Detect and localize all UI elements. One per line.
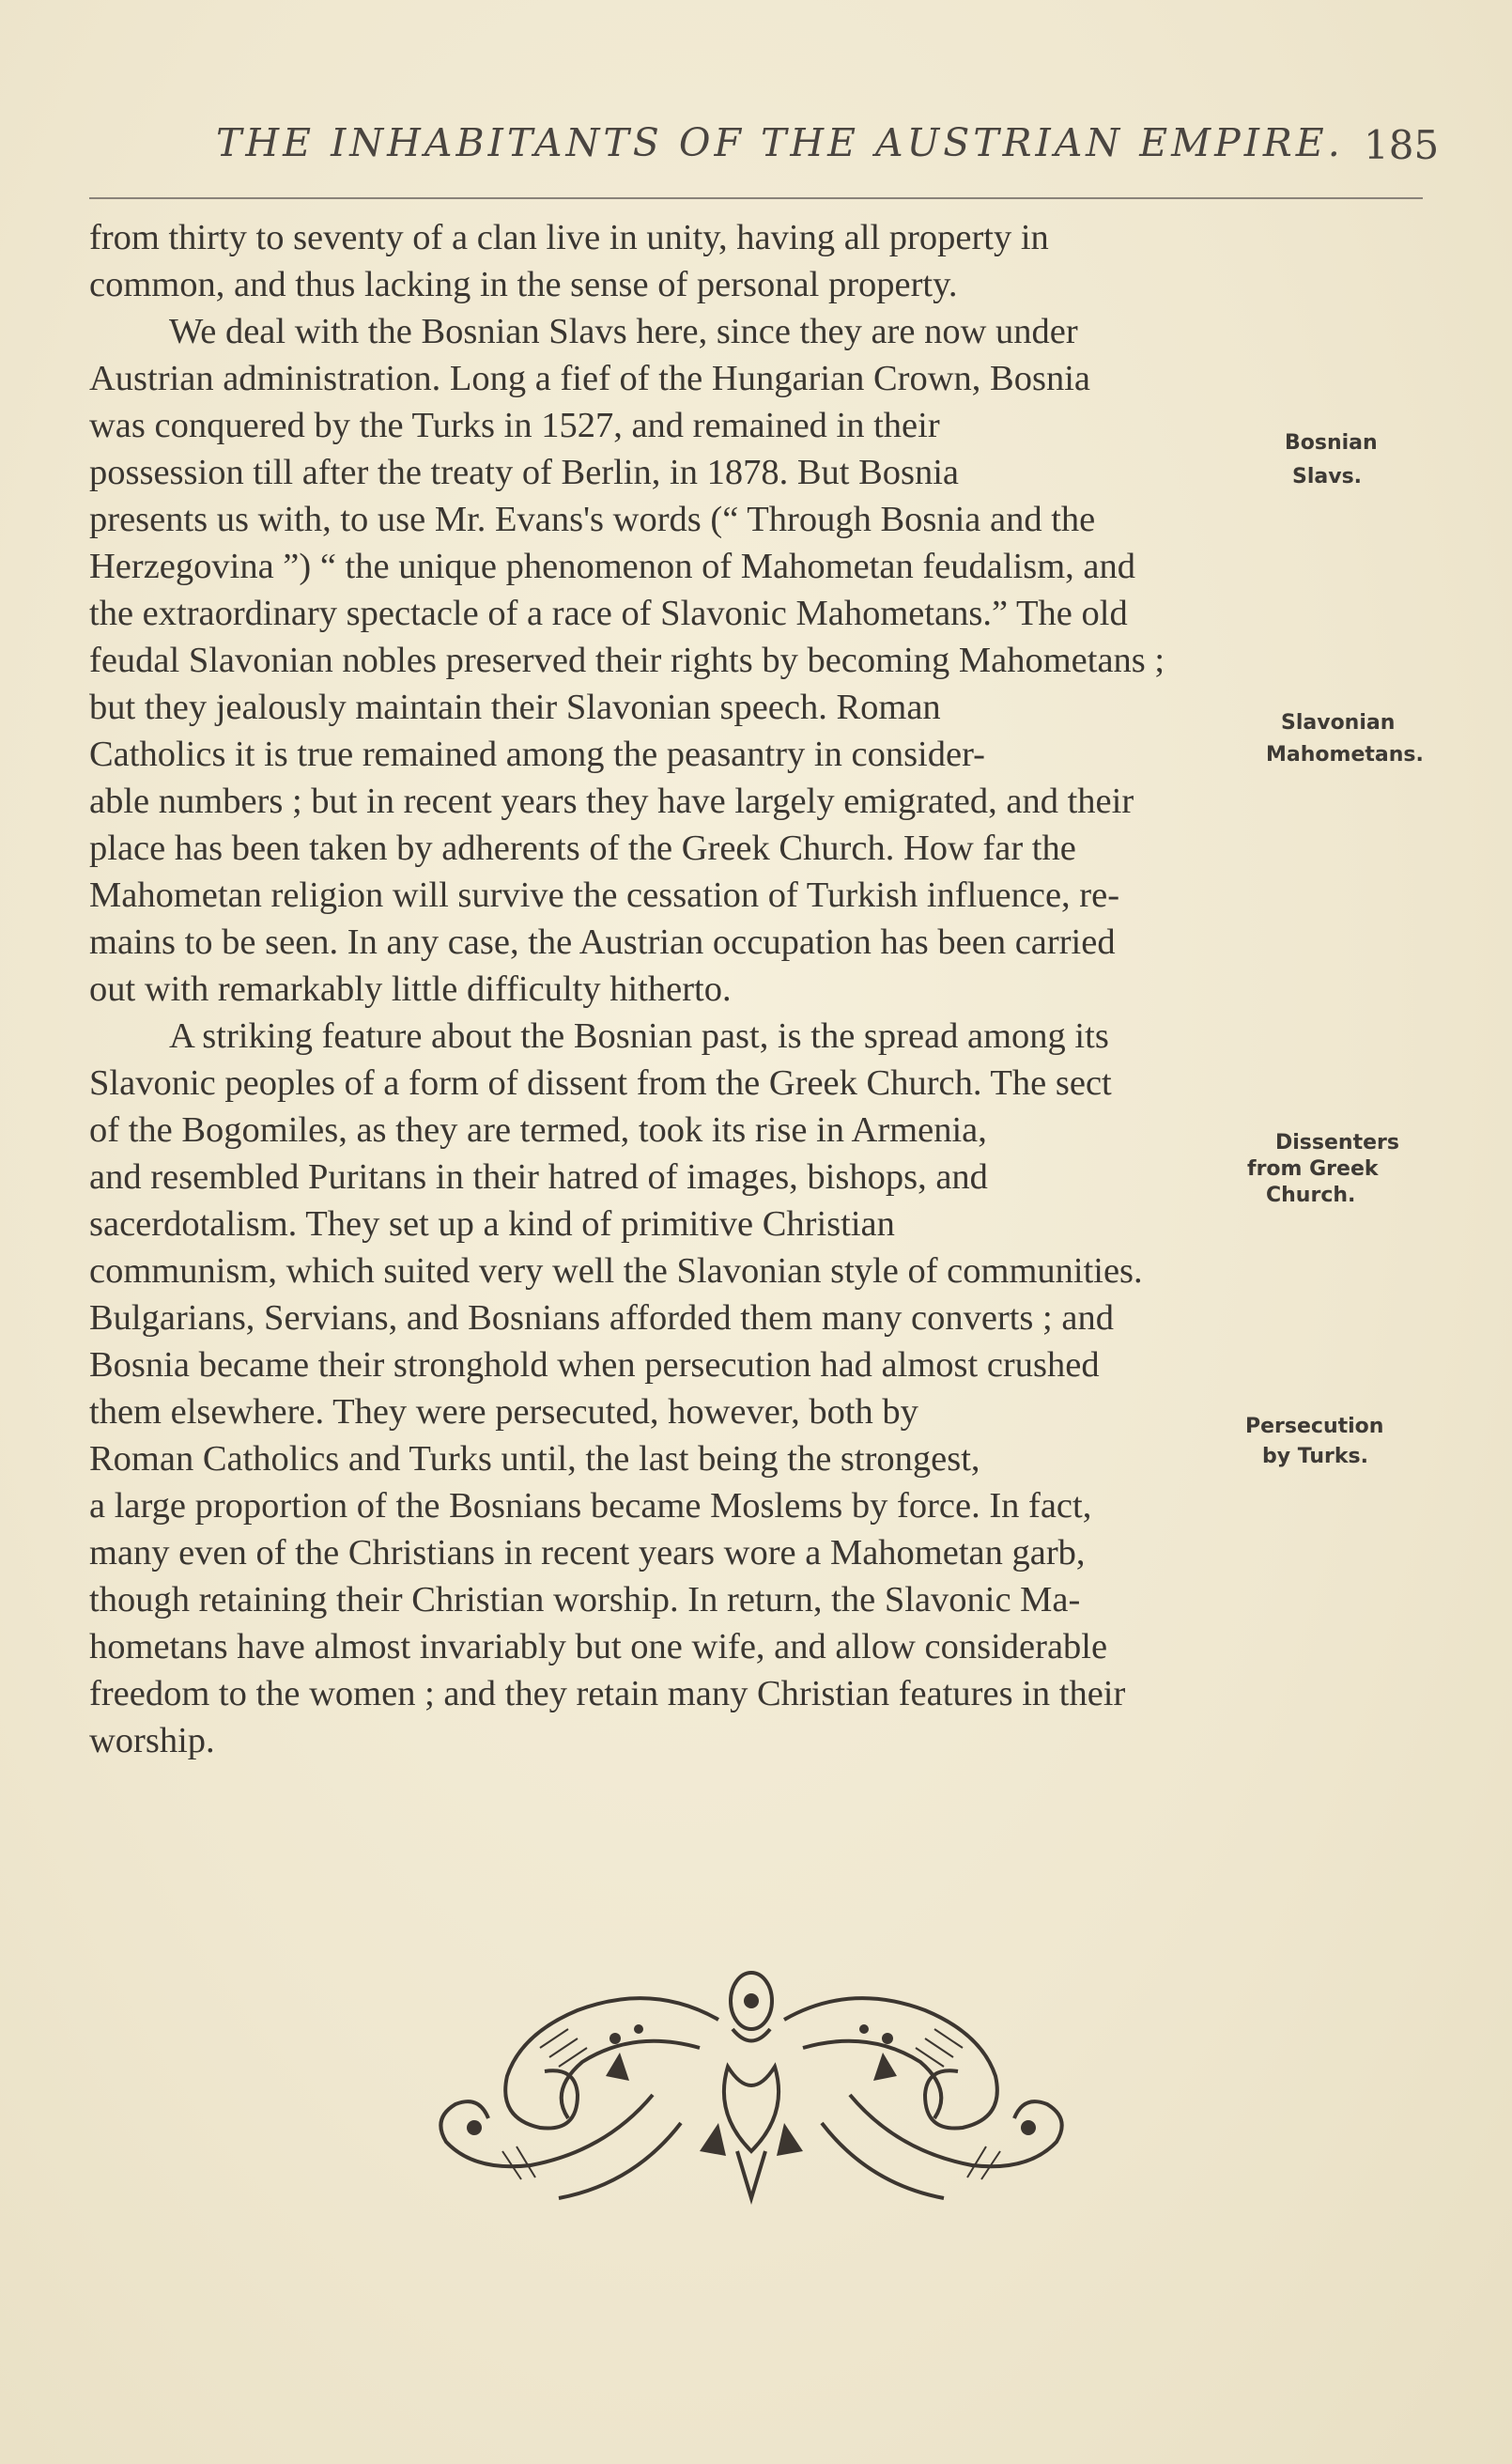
line-text: the extraordinary spectacle of a race of Slavonic Mahometans.” The old bbox=[89, 594, 1128, 633]
text-line bbox=[89, 1529, 1421, 1576]
text-line bbox=[89, 778, 1421, 825]
sidenote-dissenters bbox=[1247, 1130, 1399, 1209]
text-line bbox=[89, 308, 1421, 355]
text-line bbox=[89, 637, 1421, 684]
line-text: though retaining their Christian worship. In return, the Slavonic Ma- bbox=[89, 1580, 1081, 1619]
text-line bbox=[89, 1482, 1421, 1529]
page-number: 185 bbox=[1364, 122, 1440, 168]
line-text: of the Bogomiles, as they are termed, took its rise in Armenia, bbox=[89, 1110, 987, 1150]
text-line bbox=[89, 1623, 1421, 1670]
text-line bbox=[89, 872, 1421, 919]
text-line bbox=[89, 449, 1254, 496]
line-text: hometans have almost invariably but one wife, and allow considerable bbox=[89, 1627, 1108, 1666]
running-title: THE INHABITANTS OF THE AUSTRIAN EMPIRE. bbox=[216, 120, 1344, 165]
sidenote-line: Slavonian bbox=[1281, 711, 1396, 735]
text-line bbox=[89, 543, 1421, 590]
line-text: Bosnia became their stronghold when persecution had almost crushed bbox=[89, 1345, 1100, 1385]
line-text: sacerdotalism. They set up a kind of primitive Christian bbox=[89, 1204, 895, 1244]
text-line bbox=[89, 825, 1421, 872]
line-text: communism, which suited very well the Slavonian style of communities. bbox=[89, 1251, 1143, 1291]
header-rule bbox=[89, 197, 1423, 199]
line-text: feudal Slavonian nobles preserved their rights by becoming Mahometans ; bbox=[89, 641, 1165, 680]
text-line bbox=[89, 1247, 1421, 1294]
line-text: A striking feature about the Bosnian past, is the spread among its bbox=[169, 1016, 1109, 1056]
text-line bbox=[89, 731, 1254, 778]
sidenote-line: Slavs. bbox=[1292, 465, 1363, 488]
sidenote-line: Mahometans. bbox=[1266, 743, 1424, 767]
line-text: a large proportion of the Bosnians became Moslems by force. In fact, bbox=[89, 1486, 1092, 1526]
line-text: and resembled Puritans in their hatred of images, bishops, and bbox=[89, 1157, 988, 1197]
line-text: possession till after the treaty of Berlin, in 1878. But Bosnia bbox=[89, 453, 960, 492]
line-text: freedom to the women ; and they retain many Christian features in their bbox=[89, 1674, 1126, 1713]
line-text: them elsewhere. They were persecuted, however, both by bbox=[89, 1392, 918, 1432]
sidenote-line: by Turks. bbox=[1262, 1445, 1368, 1468]
text-line bbox=[89, 919, 1421, 966]
text-line bbox=[89, 1670, 1421, 1717]
sidenote-line: Dissenters bbox=[1275, 1131, 1399, 1155]
text-line bbox=[89, 1201, 1254, 1247]
line-text: able numbers ; but in recent years they have largely emigrated, and their bbox=[89, 782, 1134, 821]
text-line bbox=[89, 1013, 1421, 1060]
line-text: worship. bbox=[89, 1721, 215, 1760]
sidenote-persecution bbox=[1245, 1414, 1383, 1470]
line-text: many even of the Christians in recent years wore a Mahometan garb, bbox=[89, 1533, 1086, 1573]
sidenote-line: from Greek bbox=[1247, 1157, 1379, 1181]
text-line bbox=[89, 590, 1421, 637]
line-text: out with remarkably little difficulty hitherto. bbox=[89, 969, 732, 1009]
line-text: mains to be seen. In any case, the Austrian occupation has been carried bbox=[89, 922, 1116, 962]
text-line bbox=[89, 1435, 1254, 1482]
text-line bbox=[89, 1060, 1421, 1107]
line-text: Herzegovina ”) “ the unique phenomenon of Mahometan feudalism, and bbox=[89, 547, 1135, 586]
text-line bbox=[89, 1576, 1421, 1623]
line-text: Roman Catholics and Turks until, the last being the strongest, bbox=[89, 1439, 980, 1479]
text-line bbox=[89, 1717, 1421, 1764]
sidenote-line: Bosnian bbox=[1285, 431, 1378, 455]
tailpiece-ornament-icon bbox=[418, 1963, 1085, 2217]
line-text: Bulgarians, Servians, and Bosnians afforded them many converts ; and bbox=[89, 1298, 1114, 1338]
line-text: was conquered by the Turks in 1527, and remained in their bbox=[89, 406, 940, 445]
sidenote-line: Church. bbox=[1266, 1184, 1356, 1207]
text-line bbox=[89, 1341, 1421, 1388]
line-text: presents us with, to use Mr. Evans's words (“ Through Bosnia and the bbox=[89, 500, 1096, 539]
line-text: Slavonic peoples of a form of dissent from the Greek Church. The sect bbox=[89, 1063, 1112, 1103]
line-text: Catholics it is true remained among the peasantry in consider- bbox=[89, 735, 985, 774]
line-text: We deal with the Bosnian Slavs here, since they are now under bbox=[169, 312, 1078, 351]
text-line bbox=[89, 684, 1254, 731]
text-line bbox=[89, 496, 1421, 543]
text-line bbox=[89, 402, 1254, 449]
text-line bbox=[89, 261, 1421, 308]
sidenote-line: Persecution bbox=[1245, 1415, 1384, 1438]
text-line bbox=[89, 214, 1421, 261]
text-line bbox=[89, 1388, 1254, 1435]
line-text: but they jealously maintain their Slavonian speech. Roman bbox=[89, 688, 941, 727]
text-line bbox=[89, 355, 1421, 402]
sidenote-slavonian-mahometans bbox=[1266, 710, 1424, 768]
body-text bbox=[89, 214, 1421, 1764]
text-line bbox=[89, 1154, 1254, 1201]
line-text: place has been taken by adherents of the Greek Church. How far the bbox=[89, 829, 1076, 868]
text-line bbox=[89, 1294, 1421, 1341]
line-text: from thirty to seventy of a clan live in unity, having all property in bbox=[89, 218, 1049, 257]
line-text: Austrian administration. Long a fief of the Hungarian Crown, Bosnia bbox=[89, 359, 1091, 398]
line-text: Mahometan religion will survive the cessation of Turkish influence, re- bbox=[89, 876, 1120, 915]
text-line bbox=[89, 966, 1421, 1013]
text-line bbox=[89, 1107, 1254, 1154]
line-text: common, and thus lacking in the sense of personal property. bbox=[89, 265, 958, 304]
sidenote-bosnian-slavs bbox=[1285, 430, 1378, 490]
